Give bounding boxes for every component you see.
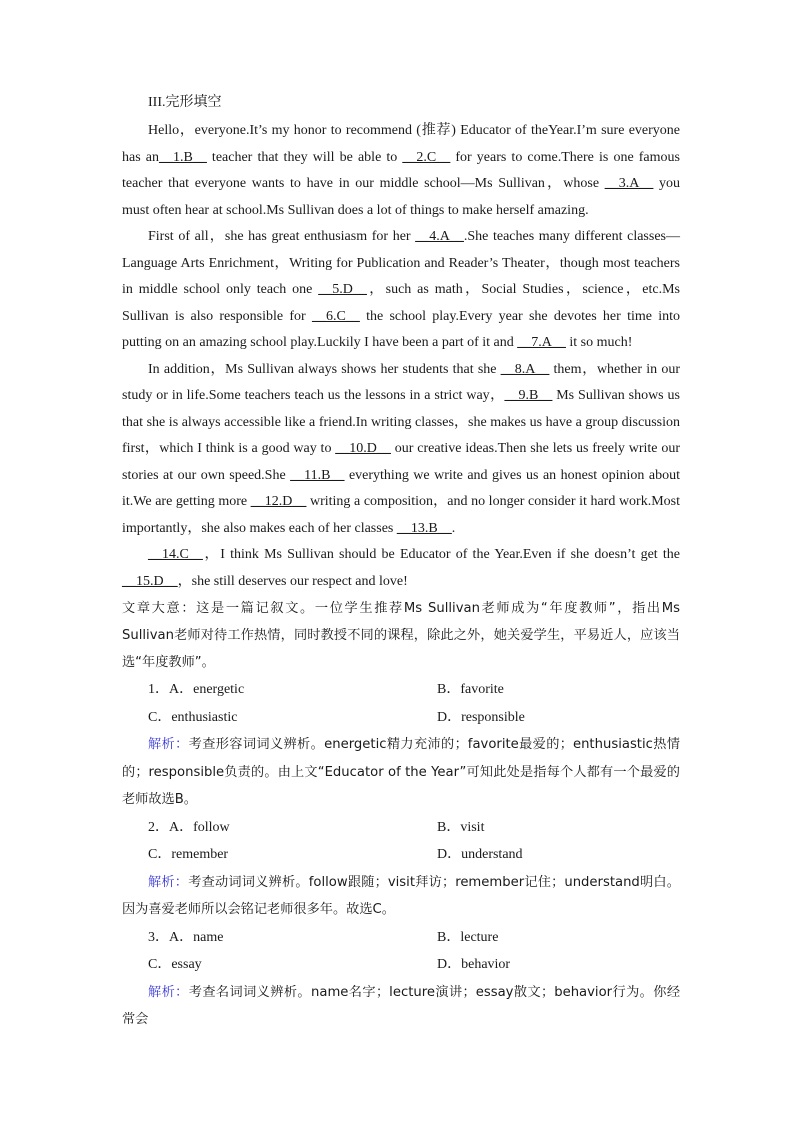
passage-text: teacher that they will be able to [206, 149, 403, 165]
answer-blank-9: __9.B__ [504, 388, 553, 403]
answer-blank-1: __1.B__ [158, 149, 207, 165]
option-c: C．enthusiastic [148, 709, 238, 725]
passage-text: ，such as math，Social Studies，science，etc.Ms Sullivan is also responsible for [122, 282, 680, 324]
analysis-label: 解析： [148, 737, 189, 752]
answer-blank-3: __3.A__ [604, 176, 654, 191]
option-d: D．understand [437, 847, 523, 862]
answer-blank-13: __13.B__ [396, 520, 452, 536]
passage-text: for years to come.There is one famous teacher that everyone wants to have in our middle school—Ms Sullivan，whose [122, 149, 680, 191]
option-a: 3．A．name [148, 929, 224, 945]
passage-paragraph-2 [122, 224, 680, 357]
analysis-label: 解析： [148, 874, 189, 890]
question-3-options [122, 924, 680, 979]
question-1-analysis [122, 731, 680, 814]
option-b: B．lecture [437, 929, 499, 945]
option-b: B．favorite [437, 682, 504, 697]
answer-blank-7: __7.A__ [517, 335, 566, 350]
answer-blank-12: __12.D__ [250, 494, 307, 509]
option-d: D．behavior [437, 957, 511, 972]
answer-blank-6: __6.C__ [311, 308, 360, 324]
passage-text: Ms Sullivan shows us that she is always accessible like a friend.In writing classes，she makes us have a group discussion first，which I think is a good way to [122, 388, 680, 456]
question-3-analysis [122, 979, 680, 1034]
passage-text: everything we write and gives us an honest opinion about it.We are getting more [122, 467, 680, 509]
question-1-options [122, 676, 680, 731]
passage-text: ，she still deserves our respect and love! [177, 573, 408, 589]
passage-text: you must often hear at school.Ms Sullivan does a lot of things to make herself amazing. [122, 176, 680, 218]
passage-paragraph-4 [122, 542, 680, 595]
option-c: C．essay [148, 957, 202, 972]
answer-blank-4: __4.A__ [415, 229, 464, 244]
passage-text: .She teaches many different classes—Language Arts Enrichment，Writing for Publication and Reader’s Theater，though most teachers in middle school only teach one [122, 229, 680, 297]
answer-blank-8: __8.A__ [500, 361, 550, 377]
document-page [122, 92, 680, 1034]
passage-text: them，whether in our study or in life.Some teachers teach us the lessons in a strict way， [122, 361, 680, 403]
answer-blank-2: __2.C__ [402, 149, 451, 165]
passage-text: Hello，everyone.It’s my honor to recommend (推荐) Educator of theYear.I’m sure everyone has an [122, 123, 680, 165]
passage-text: the school play.Every year she devotes her time into putting on an amazing school play.Luckily I have been a part of it and [122, 308, 680, 350]
analysis-text: 考查名词词义辨析。name名字；lecture演讲；essay散文；behavior行为。你经常会 [122, 984, 681, 1027]
passage-text: ，I think Ms Sullivan should be Educator of the Year.Even if she doesn’t get the [202, 547, 680, 562]
answer-blank-15: __15.D__ [122, 573, 178, 589]
passage-text: it so much! [565, 335, 633, 350]
option-d: D．responsible [437, 709, 525, 725]
question-2-options [122, 814, 680, 869]
analysis-label: 解析： [148, 984, 189, 1000]
passage-text: our creative ideas.Then she lets us freely write our stories at our own speed.She [122, 441, 680, 483]
article-summary: 文章大意：这是一篇记叙文。一位学生推荐Ms Sullivan老师成为“年度教师”，指出Ms Sullivan老师对待工作热情，同时教授不同的课程，除此之外，她关爱学生，平易近人，应该当选“年度教师”。 [122, 601, 680, 670]
passage-paragraph-3 [122, 357, 680, 543]
answer-blank-5: __5.D__ [318, 282, 367, 297]
answer-blank-11: __11.B__ [290, 467, 345, 483]
option-c: C．remember [148, 847, 229, 862]
option-b: B．visit [437, 819, 485, 835]
passage-text: writing a composition，and no longer consider it hard work.Most importantly，she also makes each of her classes [122, 494, 681, 536]
passage-text: . [451, 520, 456, 536]
analysis-text: 考查动词词义辨析。follow跟随；visit拜访；remember记住；understand明白。因为喜爱老师所以会铭记老师很多年。故选C。 [122, 874, 680, 917]
question-2-analysis [122, 869, 680, 924]
option-a: 1．A．energetic [148, 682, 245, 697]
answer-blank-14: __14.C__ [148, 547, 203, 562]
analysis-text: 考查形容词词义辨析。energetic精力充沛的；favorite最爱的；enthusiastic热情的；responsible负责的。由上文“Educator of the Year”可知此处是指每个人都有一个最爱的老师故选B。 [122, 737, 680, 807]
answer-blank-10: __10.D__ [335, 441, 391, 456]
passage-text: In addition，Ms Sullivan always shows her students that she [148, 361, 501, 377]
passage-paragraph-1 [122, 118, 680, 224]
passage-text: First of all，she has great enthusiasm for her [148, 229, 416, 244]
section-title: III.完形填空 [148, 95, 222, 110]
option-a: 2．A．follow [148, 819, 230, 835]
